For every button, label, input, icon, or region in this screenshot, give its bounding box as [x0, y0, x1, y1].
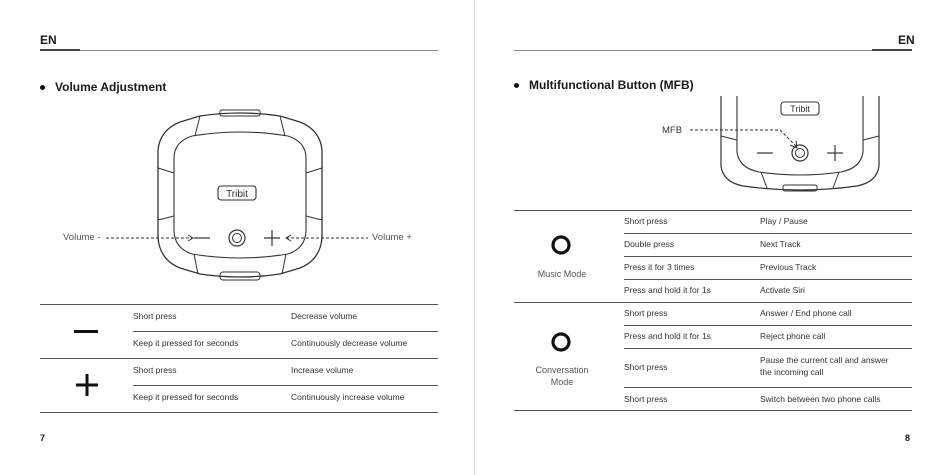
- table-rule: [624, 348, 912, 349]
- table-rule: [133, 385, 438, 386]
- table-cell-result: the incoming call: [760, 367, 824, 377]
- table-cell-result: Next Track: [760, 239, 801, 249]
- table-cell-result: Play / Pause: [760, 216, 808, 226]
- table-rule: [624, 387, 912, 388]
- conversation-mode-label: Conversation: [535, 365, 589, 375]
- brand-logo: Tribit: [226, 189, 248, 200]
- table-cell-action: Short press: [624, 362, 668, 372]
- table-rule: [514, 410, 912, 411]
- table-rule: [40, 304, 438, 305]
- volume-minus-label: Volume -: [63, 232, 101, 243]
- section-title: [40, 80, 166, 94]
- mfb-circle-icon: [550, 234, 572, 256]
- table-cell-action: Double press: [624, 239, 675, 249]
- table-rule: [40, 358, 438, 359]
- header-rule: [514, 50, 912, 51]
- music-mode-label: Music Mode: [537, 269, 587, 279]
- language-label: EN: [40, 33, 57, 47]
- table-rule: [514, 210, 912, 211]
- page-divider: [474, 0, 475, 475]
- volume-callout-lines: [100, 232, 370, 244]
- table-cell-result: Continuously decrease volume: [291, 338, 408, 348]
- table-cell-action: Short press: [624, 308, 668, 318]
- table-cell-action: Short press: [133, 311, 177, 321]
- table-cell-result: Switch between two phone calls: [760, 394, 881, 404]
- plus-icon: [76, 374, 98, 396]
- table-rule: [40, 412, 438, 413]
- table-cell-result: Reject phone call: [760, 331, 826, 341]
- table-rule: [133, 331, 438, 332]
- table-cell-action: Short press: [624, 394, 668, 404]
- table-cell-result: Decrease volume: [291, 311, 358, 321]
- conversation-mode-label: Mode: [550, 377, 574, 387]
- table-cell-action: Press it for 3 times: [624, 262, 695, 272]
- table-cell-result: Pause the current call and answer: [760, 355, 889, 365]
- table-rule: [624, 233, 912, 234]
- table-cell-result: Continuously increase volume: [291, 392, 405, 402]
- table-cell-result: Answer / End phone call: [760, 308, 852, 318]
- table-cell-result: Increase volume: [291, 365, 354, 375]
- brand-logo: Tribit: [790, 104, 810, 114]
- volume-plus-label: Volume +: [372, 232, 412, 243]
- table-rule: [624, 256, 912, 257]
- bullet-icon: [514, 83, 519, 88]
- bullet-icon: [40, 85, 45, 90]
- table-cell-action: Keep it pressed for seconds: [133, 392, 239, 402]
- table-rule: [624, 325, 912, 326]
- language-label: EN: [898, 33, 915, 47]
- section-title-text: Multifunctional Button (MFB): [529, 78, 694, 92]
- page-number: 7: [40, 433, 46, 443]
- mfb-label: MFB: [662, 125, 683, 136]
- page-number: 8: [905, 433, 911, 443]
- table-cell-result: Activate Siri: [760, 285, 805, 295]
- header-accent: [872, 49, 912, 51]
- table-rule: [624, 279, 912, 280]
- speaker-front-illustration: [150, 108, 330, 283]
- table-cell-action: Press and hold it for 1s: [624, 331, 711, 341]
- section-title: [514, 78, 694, 92]
- table-rule: [514, 302, 912, 303]
- mfb-callout-line: [688, 126, 803, 154]
- minus-icon: [74, 320, 98, 344]
- table-cell-action: Keep it pressed for seconds: [133, 338, 239, 348]
- header-accent: [40, 49, 80, 51]
- section-title-text: Volume Adjustment: [55, 80, 167, 94]
- table-cell-action: Short press: [624, 216, 668, 226]
- table-cell-action: Press and hold it for 1s: [624, 285, 711, 295]
- header-rule: [40, 50, 438, 51]
- table-cell-action: Short press: [133, 365, 177, 375]
- mfb-circle-icon: [550, 331, 572, 353]
- table-cell-result: Previous Track: [760, 262, 817, 272]
